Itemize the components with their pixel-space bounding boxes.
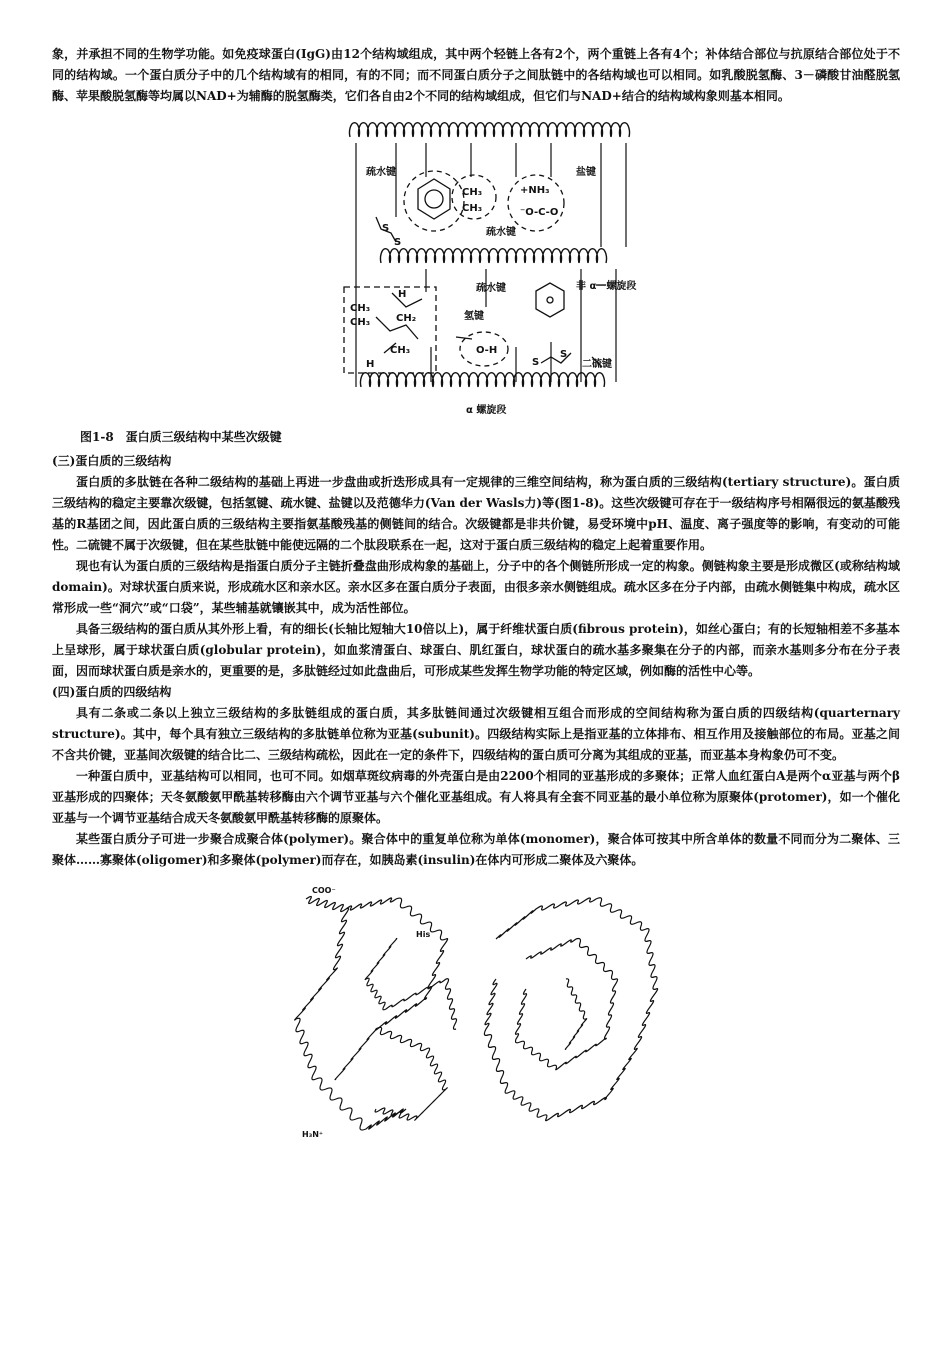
- label-hydrogen-bond: 氢键: [464, 311, 484, 322]
- ribbon-strand: [484, 979, 657, 1121]
- paragraph-quaternary-subunits: 一种蛋白质中，亚基结构可以相同，也可不同。如烟草斑纹病毒的外壳蛋白是由2200个相同的亚基形成的多聚体；正常人血红蛋白A是两个α亚基与两个β亚基形成的四聚体；天冬氨酸氨甲酰基转移酶由六个调节亚基与六个催化亚基组成。有人将具有全套不同亚基的最小单位称为原聚体(protomer)，如一个催化亚基与一个调节亚基结合成天冬氨酸氨甲酰基转移酶的原聚体。: [52, 769, 900, 825]
- paragraph-tertiary-shape: 具备三级结构的蛋白质从其外形上看，有的细长(长轴比短轴大10倍以上)，属于纤维状蛋白质(fibrous protein)，如丝心蛋白；有的长短轴相差不多基本上呈球形，属于球状蛋白质(globular protein)，如血浆清蛋白、球蛋白、肌红蛋白，球状蛋白的疏水基多聚集在分子的内部，而亲水基则多分布在分子表面，因而球状蛋白质是亲水的，更重要的是，多肽链经过如此盘曲后，可形成某些发挥生物学功能的特定区域，例如酶的活性中心等。: [52, 622, 900, 678]
- label-s1: S: [382, 223, 390, 234]
- helix-coil: [381, 249, 607, 263]
- ribbon-strand: [375, 1027, 447, 1120]
- ribbon-strand: [496, 898, 657, 990]
- ribbon-strand: [515, 939, 617, 1070]
- label-h-bottom: H: [366, 359, 375, 370]
- label-coo-terminus: COO⁻: [312, 886, 336, 895]
- paragraph-tertiary-domain: 现也有认为蛋白质的三级结构是指蛋白质分子主链折叠盘曲形成构象的基础上，分子中的各个侧链所形成一定的构象。侧链构象主要是形成微区(或称结构域domain)。对球状蛋白质来说，形成疏水区和亲水区。亲水区多在蛋白质分子表面，由很多亲水侧链组成。疏水区多在分子内部，由疏水侧链集中构成，疏水区常形成一些“洞穴”或“口袋”，某些辅基就镶嵌其中，成为活性部位。: [52, 559, 900, 615]
- label-n-terminus: H₃N⁺: [302, 1130, 324, 1139]
- label-ch3-e: CH₃: [390, 345, 411, 356]
- protein-ribbon-illustration: [276, 879, 676, 1143]
- helix-coil: [361, 373, 605, 387]
- paragraph-domains: 象，并承担不同的生物学功能。如免疫球蛋白(IgG)由12个结构域组成，其中两个轻链上各有2个，两个重链上各有4个；补体结合部位与抗原结合部位处于不同的结构域。一个蛋白质分子中的几个结构域有的相同，有的不同；而不同蛋白质分子之间肽链中的各结构域也可以相同。如乳酸脱氢酶、3－磷酸甘油醛脱氢酶、苹果酸脱氢酶等均属以NAD+为辅酶的脱氢酶类，它们各自由2个不同的结构域组成，但它们与NAD+结合的结构域构象则基本相同。: [52, 47, 900, 103]
- label-ch2: CH₂: [396, 313, 417, 324]
- label-non-helix-segment: 非 α－螺旋段: [576, 281, 637, 292]
- figure-caption: 图1-8 蛋白质三级结构中某些次级键: [80, 430, 282, 444]
- helix-coil: [350, 123, 630, 137]
- paragraph-tertiary-definition: 蛋白质的多肽链在各种二级结构的基础上再进一步盘曲或折迭形成具有一定规律的三维空间结构，称为蛋白质的三级结构(tertiary structure)。蛋白质三级结构的稳定主要靠次级键，包括氢键、疏水键、盐键以及范德华力(Van der Wasls力)等(图1-8)。这些次级键可存在于一级结构序号相隔很远的氨基酸残基的R基团之间，因此蛋白质的三级结构主要指氨基酸残基的侧链间的结合。次级键都是非共价键，易受环境中pH、温度、离子强度等的影响，有变动的可能性。二硫键不属于次级键，但在某些肽链中能使远隔的二个肽段联系在一起，这对于蛋白质三级结构的稳定上起着重要作用。: [52, 475, 900, 552]
- page-body: [52, 44, 900, 1143]
- tertiary-bonds-diagram: [336, 117, 648, 419]
- figure-protein-ribbons: [276, 879, 676, 1143]
- label-h-top: H: [398, 289, 407, 300]
- paragraph-quaternary-definition: 具有二条或二条以上独立三级结构的多肽链组成的蛋白质，其多肽链间通过次级键相互组合而形成的空间结构称为蛋白质的四级结构(quarternary structure)。其中，每个具有独立三级结构的多肽链单位称为亚基(subunit)。四级结构实际上是指亚基的立体排布、相互作用及接触部位的布局。亚基之间不含共价键，亚基间次级键的结合比二、三级结构疏松，因此在一定的条件下，四级结构的蛋白质可分离为其组成的亚基，而亚基本身构象仍可不变。: [52, 706, 900, 762]
- label-salt-bond: 盐键: [576, 167, 596, 178]
- label-disulfide-bond: 二硫键: [582, 359, 612, 370]
- label-ch3-d: CH₃: [350, 317, 371, 328]
- ribbon-strand: [565, 979, 586, 1050]
- section-heading-tertiary: (三)蛋白质的三级结构: [52, 454, 172, 468]
- label-ss1: S: [532, 357, 540, 368]
- label-hydrophobic-bond-low: 疏水键: [476, 283, 506, 294]
- ribbon-strand: [335, 898, 448, 1080]
- label-ch3-b: CH₃: [462, 203, 483, 214]
- label-coo: ⁻O-C-O: [520, 207, 559, 218]
- paragraph-polymer: 某些蛋白质分子可进一步聚合成聚合体(polymer)。聚合体中的重复单位称为单体(monomer)，聚合体可按其中所含单体的数量不同而分为二聚体、三聚体……寡聚体(oligomer)和多聚体(polymer)而存在，如胰岛素(insulin)在体内可形成二聚体及六聚体。: [52, 832, 900, 867]
- label-s2: S: [394, 237, 402, 248]
- label-hydrophobic-bond-mid: 疏水键: [486, 227, 516, 238]
- ribbon-strand: [295, 896, 406, 1130]
- label-ch3-a: CH₃: [462, 187, 483, 198]
- label-his: His: [416, 930, 431, 939]
- label-nh3: +NH₃: [520, 185, 550, 196]
- figure-tertiary-bonds: [336, 117, 648, 419]
- label-ss2: S: [560, 349, 568, 360]
- label-hydrophobic-bond-top: 疏水键: [366, 167, 396, 178]
- label-oh: O-H: [476, 345, 498, 356]
- label-ch3-c: CH₃: [350, 303, 371, 314]
- label-alpha-helix: α 螺旋段: [466, 405, 507, 416]
- section-heading-quaternary: (四)蛋白质的四级结构: [52, 685, 172, 699]
